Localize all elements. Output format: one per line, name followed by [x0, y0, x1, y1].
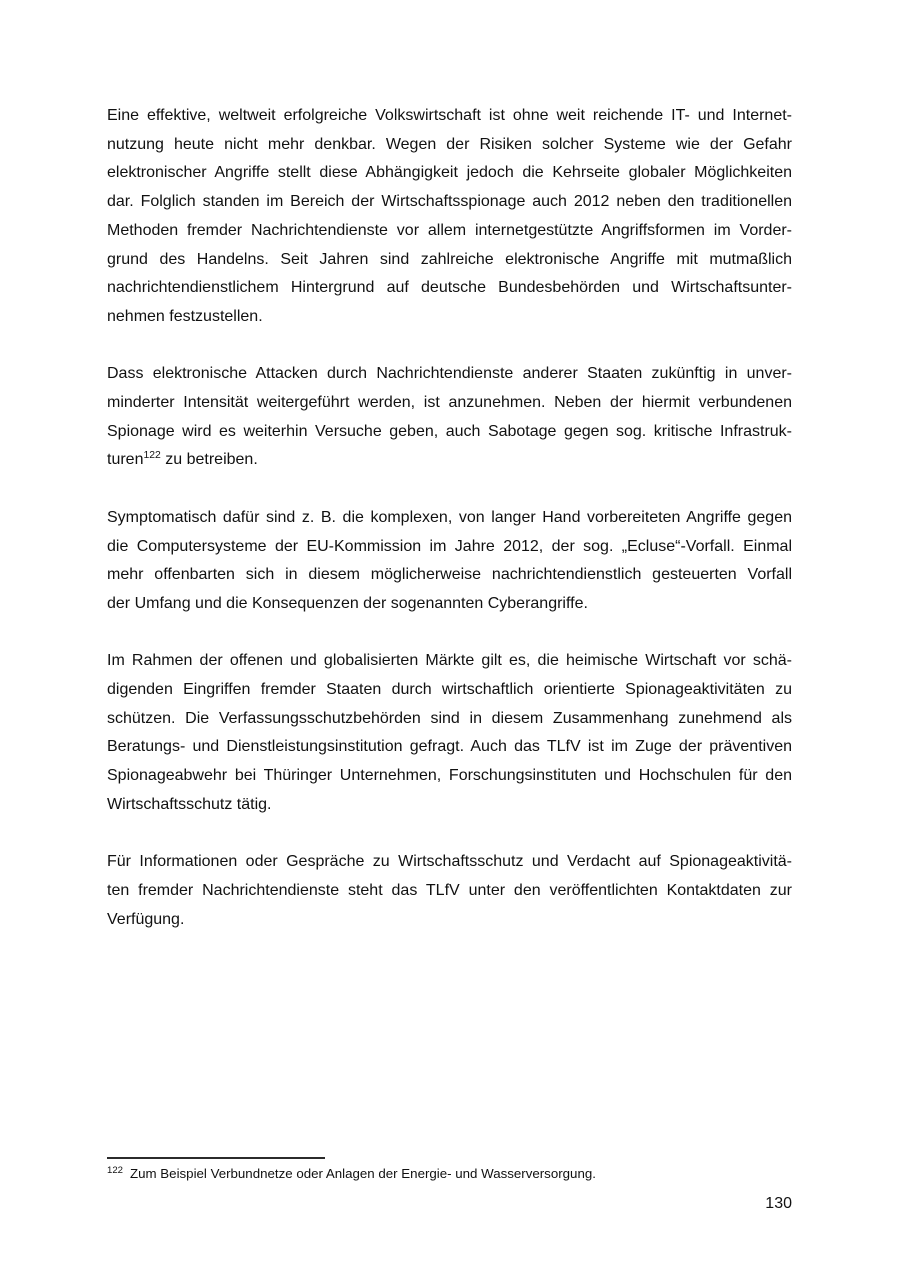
text-line: der Umfang und die Konsequenzen der sogenannten Cyberangriffe. [107, 594, 588, 612]
text-line: dar. Folglich standen im Bereich der Wirtschaftsspionage auch 2012 neben den traditionellen [107, 193, 792, 211]
text-line: Für Informationen oder Gespräche zu Wirtschaftsschutz und Verdacht auf Spionageaktivitä- [107, 853, 792, 871]
text-line: mehr offenbarten sich in diesem möglicherweise nachrichtendienstlich gesteuerten Vorfall [107, 566, 792, 584]
page-number: 130 [765, 1195, 792, 1212]
page-body [107, 102, 792, 963]
text-line: digenden Eingriffen fremder Staaten durch wirtschaftlich orientierte Spionageaktivitäten zu [107, 681, 792, 699]
text-line: turen$^{122}$ zu betreiben. [107, 450, 258, 469]
text-line: Eine effektive, weltweit erfolgreiche Volkswirtschaft ist ohne weit reichende IT- und Internet- [107, 107, 792, 124]
text-line: schützen. Die Verfassungsschutzbehörden sind in diesem Zusammenhang zunehmend als [107, 709, 792, 727]
text-line: nutzung heute nicht mehr denkbar. Wegen der Risiken solcher Systeme wie der Gefahr [107, 135, 792, 153]
footnote [107, 1165, 792, 1183]
text-line: Im Rahmen der offenen und globalisierten Märkte gilt es, die heimische Wirtschaft vor schä- [107, 652, 792, 670]
text-line: nachrichtendienstlichem Hintergrund auf deutsche Bundesbehörden und Wirtschaftsunter- [107, 279, 792, 297]
paragraph [107, 647, 792, 819]
paragraph [107, 848, 792, 934]
text-line: Spionageabwehr bei Thüringer Unternehmen, Forschungsinstituten und Hochschulen für den [107, 767, 792, 785]
footnote-area [107, 1157, 792, 1183]
footnote-text: Zum Beispiel Verbundnetze oder Anlagen der Energie- und Wasserversorgung. [130, 1166, 596, 1181]
footnote-marker: 122 [107, 1165, 124, 1176]
text-line: Spionage wird es weiterhin Versuche geben, auch Sabotage gegen sog. kritische Infrastruk- [107, 422, 792, 440]
text-line: ten fremder Nachrichtendienste steht das TLfV unter den veröffentlichten Kontaktdaten zur [107, 881, 792, 899]
footnote-reference: 122 [143, 450, 161, 462]
text-line: die Computersysteme der EU-Kommission im Jahre 2012, der sog. „Ecluse“-Vorfall. Einmal [107, 537, 792, 555]
text-line: grund des Handelns. Seit Jahren sind zahlreiche elektronische Angriffe mit mutmaßlich [107, 250, 792, 268]
text-line: Methoden fremder Nachrichtendienste vor allem internetgestützte Angriffsformen im Vorder- [107, 221, 792, 239]
paragraph [107, 102, 792, 332]
paragraph [107, 360, 792, 475]
footnote-separator-rule [107, 1157, 325, 1159]
text-line: nehmen festzustellen. [107, 307, 263, 325]
paragraph [107, 504, 792, 619]
text-line: Dass elektronische Attacken durch Nachrichtendienste anderer Staaten zukünftig in unver- [107, 365, 792, 383]
text-line: minderter Intensität weitergeführt werden, ist anzunehmen. Neben der hiermit verbundenen [107, 394, 792, 412]
text-line: elektronischer Angriffe stellt diese Abhängigkeit jedoch die Kehrseite globaler Möglichkeiten [107, 164, 792, 182]
text-line: Symptomatisch dafür sind z. B. die komplexen, von langer Hand vorbereiteten Angriffe gegen [107, 508, 792, 526]
text-line: Verfügung. [107, 910, 185, 928]
text-line: Beratungs- und Dienstleistungsinstitution gefragt. Auch das TLfV ist im Zuge der präventiven [107, 738, 792, 756]
text-line: Wirtschaftsschutz tätig. [107, 795, 272, 813]
